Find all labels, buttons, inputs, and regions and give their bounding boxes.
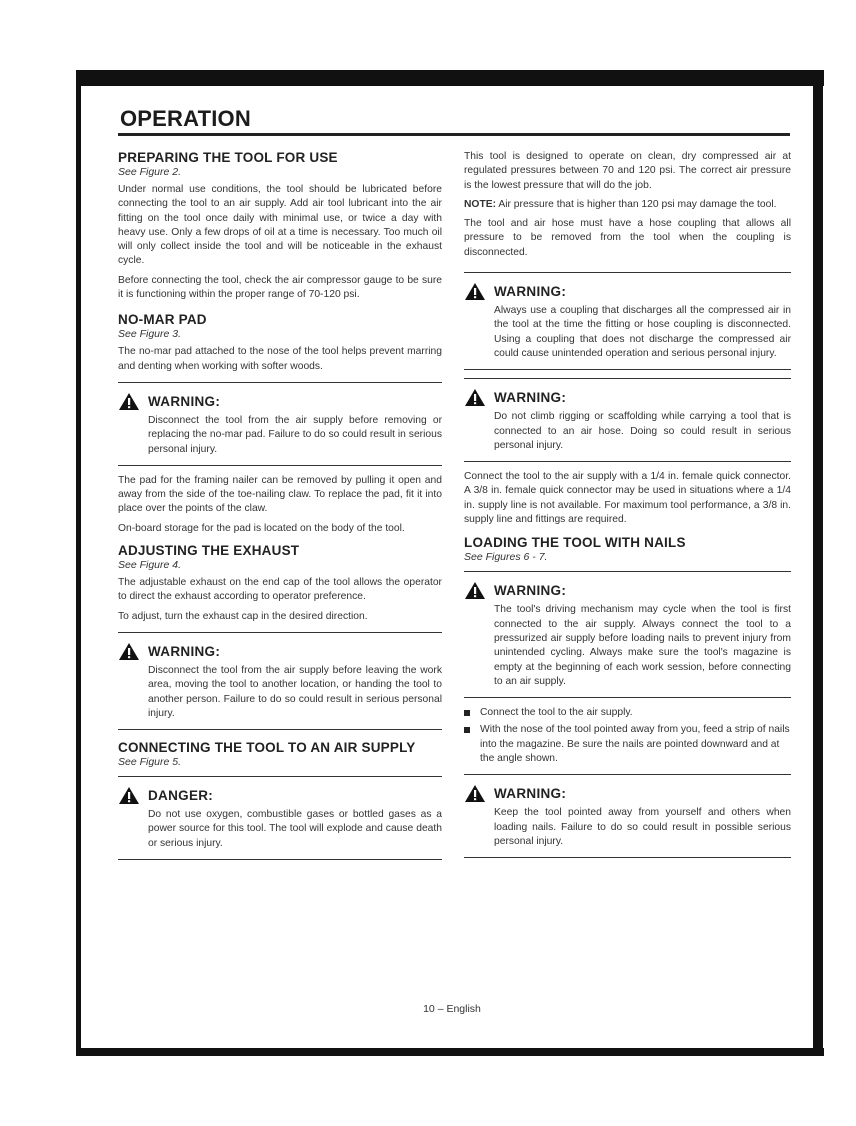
warning-text: Always use a coupling that discharges all the compressed air in the tool at the time the fitting or hose coupling is disconnected. Using a coupling that does not discharge the compressed air could cause unintended operation and serious personal injury. [494, 305, 791, 359]
paragraph-hose-coupling: The tool and air hose must have a hose coupling that allows all pressure to be removed from the tool when the coupling is disconnected. [464, 218, 791, 258]
warning-title: WARNING: [494, 583, 567, 599]
paragraph-quick-connector: Connect the tool to the air supply with a 1/4 in. female quick connector. A 3/8 in. female quick connector may be used in situations where a 1/4 in. supply line is not available. For maximum tool performance, a 3/8 in. supply line and fittings are required. [464, 471, 791, 526]
warning-title: WARNING: [148, 643, 221, 659]
scan-top-border [76, 70, 824, 86]
square-bullet-icon [464, 727, 470, 733]
section-heading-preparing: PREPARING THE TOOL FOR USE [118, 150, 338, 165]
paragraph-exhaust-adjust: To adjust, turn the exhaust cap in the desired direction. [118, 610, 368, 622]
warning-text: Do not climb rigging or scaffolding while carrying a tool that is connected to an air hose. Doing so could result in serious personal injury. [494, 411, 791, 451]
warning-title: WARNING: [494, 786, 567, 802]
paragraph-air-pressure: This tool is designed to operate on clean, dry compressed air at regulated pressures between 70 and 120 psi. The correct air pressure is the lowest pressure that will do the job. [464, 151, 791, 191]
warning-box [118, 382, 442, 466]
section-heading-connecting: CONNECTING THE TOOL TO AN AIR SUPPLY [118, 740, 416, 756]
paragraph-nomar: The no-mar pad attached to the nose of the tool helps prevent marring and denting when working with softer woods. [118, 346, 442, 372]
note-text: Air pressure that is higher than 120 psi may damage the tool. [496, 198, 777, 210]
section-heading-exhaust: ADJUSTING THE EXHAUST [118, 543, 300, 559]
page-footer: 10 – English [423, 1003, 481, 1015]
warning-box [464, 378, 791, 462]
warning-text: Keep the tool pointed away from yourself and others when loading nails. Failure to do so could result in possible serious personal injury. [494, 807, 791, 847]
scan-bottom-border [76, 1048, 824, 1056]
note-label: NOTE: [464, 198, 497, 210]
list-item [464, 723, 791, 766]
warning-box [118, 632, 442, 730]
list-item [464, 706, 791, 720]
right-column [464, 150, 791, 866]
page-title: OPERATION [120, 106, 251, 131]
scan-left-border [76, 70, 81, 1056]
warning-triangle-icon [118, 786, 140, 805]
warning-box [464, 774, 791, 858]
square-bullet-icon [464, 710, 470, 716]
warning-text: Disconnect the tool from the air supply before leaving the work area, moving the tool to another location, or handing the tool to another person. Failure to do so could result in serious personal injury. [148, 664, 442, 719]
danger-text: Do not use oxygen, combustible gases or bottled gases as a power source for this tool. The tool will explode and cause death or serious injury. [148, 809, 442, 849]
paragraph-pad-storage: On-board storage for the pad is located on the body of the tool. [118, 522, 405, 534]
warning-triangle-icon [118, 392, 140, 411]
danger-box [118, 776, 442, 860]
scan-right-border [813, 70, 823, 1056]
paragraph-exhaust: The adjustable exhaust on the end cap of the tool allows the operator to direct the exhaust according to operator preference. [118, 577, 442, 603]
loading-steps-list [464, 706, 791, 766]
figure-reference: See Figure 4. [118, 559, 182, 572]
figure-reference: See Figure 5. [118, 756, 182, 769]
paragraph-gauge: Before connecting the tool, check the air compressor gauge to be sure it is functioning within the proper range of 70-120 psi. [118, 274, 442, 301]
section-heading-nomar: NO-MAR PAD [118, 312, 207, 328]
warning-triangle-icon [464, 388, 486, 407]
warning-title: WARNING: [494, 284, 567, 300]
left-column [118, 150, 442, 868]
paragraph-pad-removal: The pad for the framing nailer can be removed by pulling it open and away from the side of the toe-nailing claw. To replace the pad, fit it into place over the points of the claw. [118, 474, 442, 515]
figure-reference: See Figure 3. [118, 328, 182, 341]
warning-title: WARNING: [494, 390, 567, 406]
figure-reference: See Figures 6 - 7. [464, 551, 548, 564]
list-item-text: With the nose of the tool pointed away from you, feed a strip of nails into the magazine. Be sure the nails are pointed downward and at the angle shown. [480, 724, 790, 765]
warning-title: WARNING: [148, 393, 221, 409]
list-item-text: Connect the tool to the air supply. [480, 707, 633, 719]
warning-triangle-icon [118, 642, 140, 661]
section-heading-loading: LOADING THE TOOL WITH NAILS [464, 535, 686, 551]
warning-triangle-icon [464, 784, 486, 803]
paragraph-lubrication: Under normal use conditions, the tool should be lubricated before connecting the tool to an air supply. Add air tool lubricant into the air fitting on the tool once daily with minimal use, or twice a day with heavy use. Only a few drops of oil at a time is necessary. Too much oil will only collect inside the tool and will be noticeable in the exhaust cycle. [118, 184, 442, 267]
paragraph-note [464, 198, 791, 212]
warning-text: The tool's driving mechanism may cycle when the tool is first connected to the air supply. Always connect the tool to a pressurized air supply before loading nails to prevent injury from unintended cycling. Always make sure the tool's magazine is empty at the beginning of each work session, before connecting to an air supply. [494, 604, 791, 687]
warning-triangle-icon [464, 581, 486, 600]
figure-reference: See Figure 2. [118, 166, 182, 178]
title-rule [118, 133, 790, 136]
warning-text: Disconnect the tool from the air supply before removing or replacing the no-mar pad. Failure to do so could result in serious personal injury. [148, 414, 442, 455]
warning-box [464, 272, 791, 370]
danger-title: DANGER: [148, 788, 214, 804]
warning-triangle-icon [464, 282, 486, 301]
warning-box [464, 571, 791, 698]
